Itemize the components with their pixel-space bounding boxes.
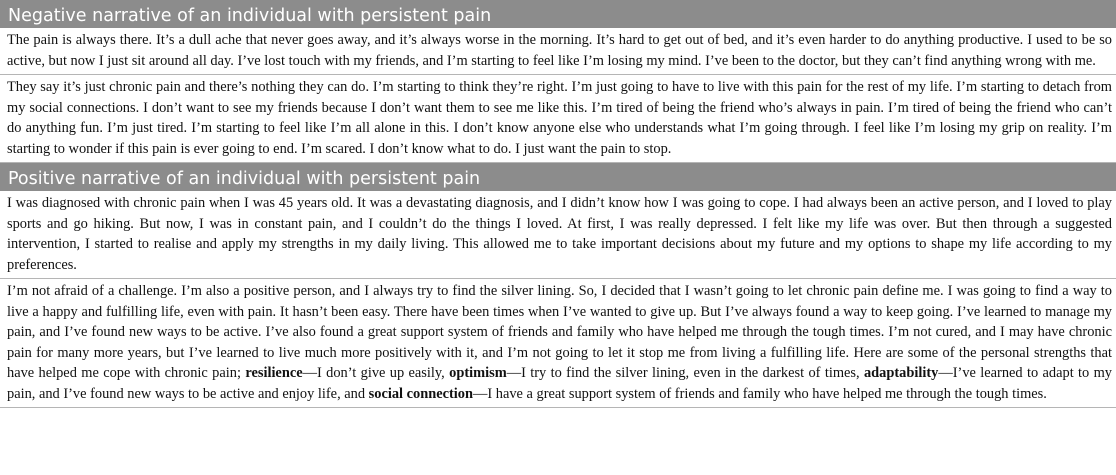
strength-social-connection-text: —I have a great support system of friends and family who have helped me through the tough times. — [472, 385, 1047, 402]
strength-adaptability-text: —I’ve learned to adapt to my pain, and I’ve found new ways to be active and enjoy life, and — [7, 365, 1112, 402]
strength-adaptability: adaptability — [863, 365, 939, 381]
negative-narrative-paragraph-2: They say it’s just chronic pain and there’s nothing they can do. I’m starting to think they’re right. I’m just going to have to live with this pain for the rest of my life. I’m starting to detach from my social connections. I don’t want to see my friends because I don’t want them to see me like this. I’m tired of being the friend who’s always in pain. I’m tired of being the friend who can’t do anything fun. I’m just tired. I’m starting to feel like I’m all alone in this. I don’t know anyone else who understands what I’m going through. I feel like I’m losing my grip on reality. I’m starting to wonder if this pain is ever going to end. I’m scared. I don’t know what to do. I just want the pain to stop. — [0, 75, 1116, 163]
strength-social-connection: social connection — [368, 385, 473, 402]
positive-narrative-paragraph-1: I was diagnosed with chronic pain when I was 45 years old. It was a devastating diagnosis, and I didn’t know how I was going to cope. I had always been an active person, and I loved to play sports and go hiking. But now, I was in constant pain, and I couldn’t do the things I loved. At first, I was really depressed. I felt like my life was over. But then through a suggested intervention, I started to realise and apply my strengths in my daily living. This allowed me to take important decisions about my future and my options to shape my life according to my preferences. — [0, 191, 1116, 279]
strength-resilience-text: —I don’t give up easily, — [302, 365, 450, 381]
strength-resilience: resilience — [245, 365, 303, 381]
positive-narrative-paragraph-2 — [0, 279, 1116, 408]
strength-optimism: optimism — [449, 365, 507, 381]
strength-optimism-text: —I try to find the silver lining, even in the darkest of times, — [506, 365, 864, 381]
negative-narrative-paragraph-1: The pain is always there. It’s a dull ache that never goes away, and it’s always worse in the morning. It’s hard to get out of bed, and it’s even harder to do anything productive. I used to be so active, but now I just sit around all day. I’ve lost touch with my friends, and I’m starting to feel like I’m losing my mind. I’ve been to the doctor, but they can’t find anything wrong with me. — [0, 28, 1116, 75]
strengths-intro-text: I’m not afraid of a challenge. I’m also a positive person, and I always try to find the silver lining. So, I decided that I wasn’t going to let chronic pain define me. I was going to find a way to live a happy and fulfilling life, even with pain. It hasn’t been easy. There have been times when I’ve wanted to give up. But I’ve always found a way to keep going. I’ve learned to manage my pain, and I’ve found new ways to be active. I’ve also found a great support system of friends and family who have helped me through the tough times. I’m not cured, and I may have chronic pain for many more years, but I’ve learned to live much more positively with it, and I’m not going to let it stop me from living a fulfilling life. Here are some of the personal strengths that have helped me cope with chronic pain; — [7, 283, 1112, 381]
negative-narrative-header: Negative narrative of an individual with persistent pain — [0, 0, 1116, 28]
positive-narrative-header: Positive narrative of an individual with persistent pain — [0, 163, 1116, 191]
